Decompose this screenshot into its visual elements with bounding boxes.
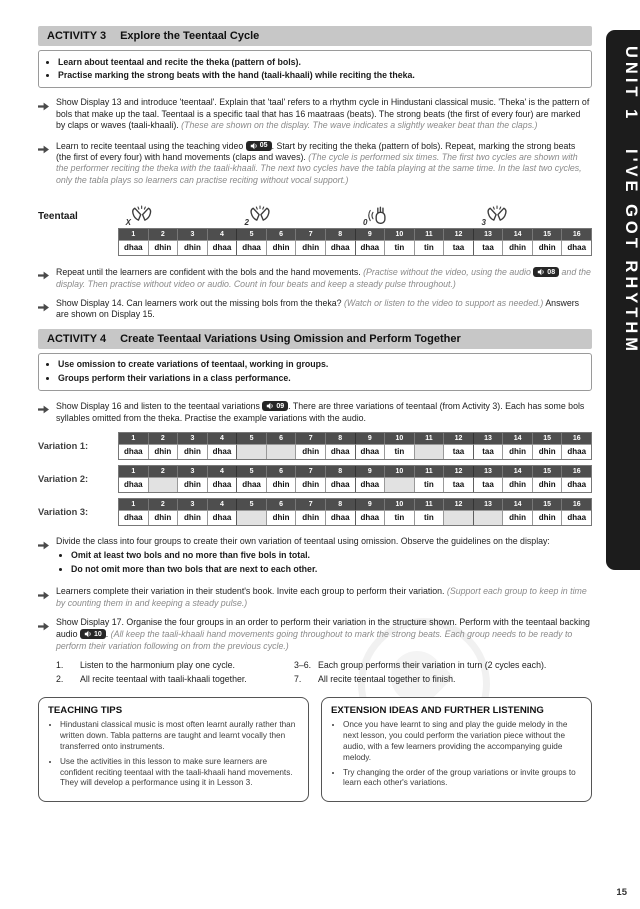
bol-cell: dhin	[295, 240, 325, 255]
text-segment: (These are shown on the display. The wave indicates a slightly weaker beat than the claps.)	[181, 120, 538, 131]
beat-number-cell: 4	[207, 466, 237, 477]
bol-cell: dhin	[266, 240, 296, 255]
beat-number-cell: 1	[119, 229, 148, 240]
beat-number-cell: 6	[266, 466, 296, 477]
audio-track-badge	[246, 141, 272, 151]
bol-cell: dhin	[532, 477, 562, 492]
extension-ideas-box	[321, 697, 592, 802]
step-show-display-17	[38, 617, 592, 652]
audio-track-badge	[262, 401, 288, 411]
text-segment: Repeat until the learners are confident with the bols and the hand movements.	[56, 267, 364, 278]
step-complete-variation	[38, 586, 592, 609]
item-text: Each group performs their variation in turn (2 cycles each).	[318, 660, 547, 671]
omitted-bol-cell	[148, 477, 178, 492]
beat-number-cell: 14	[502, 229, 532, 240]
bol-cell: dhin	[532, 240, 562, 255]
beat-number-cell: 8	[325, 229, 355, 240]
list-item: • Learn about teentaal and recite the theka (pattern of bols).	[58, 57, 583, 69]
text-segment: Show Display 14. Can learners work out the missing bols from the theka?	[56, 298, 344, 309]
beat-number-cell: 16	[561, 229, 591, 240]
bol-cell: dhaa	[207, 510, 237, 525]
bol-cell: dhin	[502, 444, 532, 459]
bol-cell: dhaa	[207, 444, 237, 459]
beat-number-cell: 10	[384, 499, 414, 510]
beat-number-cell: 15	[532, 499, 562, 510]
beat-number-cell: 7	[295, 433, 325, 444]
list-item: • Use the activities in this lesson to make sure learners are confident reciting teentaal with the taali-khaali hand movements. They will develop a performance using it in Lesson 3.	[60, 757, 299, 789]
bol-cell: taa	[473, 477, 503, 492]
text-segment: Show Display 16 and listen to the teentaal variations	[56, 401, 263, 412]
khaali-beat-9	[363, 205, 390, 227]
omitted-bol-cell	[384, 477, 414, 492]
objectives-list	[43, 57, 583, 82]
bol-cell: dhaa	[236, 240, 266, 255]
numbered-item	[56, 660, 268, 671]
omission-guidelines-list	[56, 550, 550, 576]
teaching-tips-box	[38, 697, 309, 802]
variation-2-label: Variation 2:	[38, 473, 89, 484]
beat-number-cell: 14	[502, 433, 532, 444]
unit-title: I'VE GOT RHYTHM	[622, 148, 640, 355]
bol-cell: taa	[443, 477, 473, 492]
variation-3-label: Variation 3:	[38, 506, 89, 517]
unit-label: UNIT 1	[622, 46, 640, 123]
text-segment: Answers are shown on Display 15.	[56, 298, 580, 320]
text-segment: (All keep the taali-khaali hand movements going throughout to mark the strong beats. Each group needs to be ready to perform their variation following on from the previous cycle.)	[56, 629, 573, 651]
numbered-item	[294, 660, 592, 671]
beat-number-cell: 9	[355, 433, 385, 444]
variation-2-row	[38, 465, 592, 493]
variation-1-row	[38, 432, 592, 460]
teaching-tips-list	[48, 720, 299, 789]
bol-cell: dhaa	[119, 444, 148, 459]
beat-number-cell: 6	[266, 499, 296, 510]
variation-1-table	[118, 432, 592, 460]
beat-number-cell: 13	[473, 466, 503, 477]
beat-number-cell: 7	[295, 499, 325, 510]
beat-number-cell: 15	[532, 466, 562, 477]
beat-number-cell: 13	[473, 499, 503, 510]
activity-4-header	[38, 329, 592, 349]
step-text	[56, 617, 592, 652]
numbered-item	[56, 674, 268, 685]
page-content	[38, 26, 592, 802]
text-segment: and the display. Then practise without video or audio. Count in four beats and keep a steady pulse throughout.)	[56, 267, 591, 289]
beat-number-cell: 15	[532, 433, 562, 444]
step-teaching-video	[38, 140, 592, 187]
beat-number-cell: 2	[148, 433, 178, 444]
bol-cell: dhin	[295, 444, 325, 459]
text-segment: (Support each group to keep in time by counting them in and keeping a steady pulse.)	[56, 586, 587, 608]
extension-ideas-list	[331, 720, 582, 789]
beat-number-cell: 11	[414, 466, 444, 477]
bol-cell: dhin	[502, 240, 532, 255]
beat-number-cell: 12	[443, 433, 473, 444]
speaker-icon	[84, 630, 92, 638]
variation-2-table	[118, 465, 592, 493]
beat-number-cell: 11	[414, 229, 444, 240]
beat-number-cell: 3	[177, 433, 207, 444]
step-arrow-icon	[38, 617, 50, 652]
list-item: • Try changing the order of the group variations or invite groups to learn each other's variations.	[343, 768, 582, 790]
omitted-bol-cell	[266, 444, 296, 459]
beat-number-cell: 16	[561, 466, 591, 477]
beat-number-cell: 8	[325, 466, 355, 477]
clap-icon	[248, 205, 272, 227]
taali-beat-5	[244, 205, 271, 227]
bol-cell: dhin	[266, 477, 296, 492]
audio-track-number: 10	[93, 630, 102, 638]
bol-cell: dhaa	[355, 444, 385, 459]
beat-number-cell: 1	[119, 499, 148, 510]
page-number: 15	[616, 887, 627, 898]
speaker-icon	[266, 402, 274, 410]
bol-cell: dhaa	[119, 510, 148, 525]
bol-cell: tin	[414, 510, 444, 525]
beat-number-cell: 5	[236, 433, 266, 444]
beat-number-cell: 1	[119, 466, 148, 477]
beat-number-cell: 9	[355, 466, 385, 477]
bol-cell: dhin	[177, 510, 207, 525]
step-text	[56, 400, 592, 424]
list-item: • Hindustani classical music is most often learnt aurally rather than written down. Tabla patterns are taught and learnt vocally then transferred onto instruments.	[60, 720, 299, 752]
beat-number-cell: 2	[148, 499, 178, 510]
speaker-icon	[250, 142, 258, 150]
bol-cell: dhin	[502, 510, 532, 525]
bol-cell: dhin	[148, 444, 178, 459]
bol-cell: dhaa	[119, 477, 148, 492]
bottom-boxes	[38, 697, 592, 802]
text-segment: Learners complete their variation in their student's book. Invite each group to perform their variation.	[56, 586, 447, 597]
bol-cell: tin	[384, 510, 414, 525]
teentaal-cycle-diagram	[38, 194, 592, 256]
step-divide-groups	[38, 536, 592, 578]
clap-icon	[485, 205, 509, 227]
text-segment: . Start by reciting the theka (pattern of bols). Repeat, marking the strong beats (the first of every four) with hand movements (claps and waves).	[56, 140, 576, 162]
activity-3-title: Explore the Teentaal Cycle	[120, 30, 260, 42]
beat-number-cell: 15	[532, 229, 562, 240]
list-item: • Groups perform their variations in a class performance.	[58, 373, 583, 385]
objectives-list	[43, 359, 583, 384]
bol-cell: dhin	[295, 477, 325, 492]
list-item: • Use omission to create variations of teentaal, working in groups.	[58, 359, 583, 371]
text-segment: (Watch or listen to the video to support as needed.)	[344, 298, 544, 309]
activity-3-label: ACTIVITY 3	[47, 30, 107, 42]
audio-track-number: 08	[547, 268, 556, 276]
taali-beat-1	[126, 205, 154, 227]
beat-number-cell: 6	[266, 229, 296, 240]
item-number: 3–6.	[294, 660, 312, 671]
bol-cell: dhaa	[561, 477, 591, 492]
step-text	[56, 298, 592, 321]
extension-ideas-title: EXTENSION IDEAS AND FURTHER LISTENING	[331, 705, 544, 717]
teentaal-hands-row	[38, 194, 592, 228]
text-segment: (The cycle is performed six times. The first two cycles are shown with the performer reciting the theka with the taali-khaali. The next two cycles have the tabla playing at the same time. In the last two cycles, only the tabla plays so learners can practise reciting without vocal support.)	[56, 151, 582, 185]
text-segment: Divide the class into four groups to create their own variation of teentaal using omission. Observe the guidelines on the display:	[56, 535, 550, 546]
bol-cell: dhaa	[355, 240, 385, 255]
beat-number-cell: 13	[473, 229, 503, 240]
beat-number-cell: 11	[414, 499, 444, 510]
variation-1-label: Variation 1:	[38, 440, 89, 451]
beat-number-cell: 7	[295, 229, 325, 240]
item-number: 7.	[294, 674, 302, 685]
text-segment: (Practise without the video, using the audio	[363, 267, 534, 278]
activity-4-title: Create Teentaal Variations Using Omission and Perform Together	[120, 332, 461, 345]
beat-number-cell: 4	[207, 229, 237, 240]
beat-number-cell: 12	[443, 229, 473, 240]
beat-number-cell: 5	[236, 499, 266, 510]
teentaal-theka-table	[118, 228, 592, 256]
beat-number-cell: 3	[177, 229, 207, 240]
step-arrow-icon	[38, 266, 50, 290]
bol-cell: taa	[473, 444, 503, 459]
performance-order-right	[294, 660, 592, 685]
list-item: • Once you have learnt to sing and play the guide melody in the next lesson, you could perform the variation piece without the audio, with a few learners providing the accompanying guide melody.	[343, 720, 582, 763]
speaker-icon	[537, 268, 545, 276]
bol-cell: dhaa	[325, 477, 355, 492]
bol-cell: dhaa	[325, 510, 355, 525]
beat-number-cell: 9	[355, 229, 385, 240]
bol-cell: dhaa	[325, 240, 355, 255]
performance-order-left	[56, 660, 268, 685]
item-number: 1.	[56, 660, 64, 671]
bol-cell: taa	[443, 240, 473, 255]
step-body	[56, 536, 550, 578]
bol-cell: dhaa	[325, 444, 355, 459]
beat-number-cell: 1	[119, 433, 148, 444]
list-item: • Omit at least two bols and no more than five bols in total.	[71, 550, 550, 562]
step-text	[56, 266, 592, 290]
bol-cell: tin	[384, 240, 414, 255]
bol-cell: dhin	[148, 240, 178, 255]
text-segment: Show Display 17. Organise the four groups in an order to perform their variation in the structure shown. Perform with the teentaal backing audio	[56, 617, 590, 640]
activity-4-objectives-box	[38, 353, 592, 391]
beat-number-cell: 12	[443, 466, 473, 477]
activity-3-objectives-box	[38, 50, 592, 88]
bol-cell: dhaa	[355, 477, 385, 492]
bol-cell: dhin	[502, 477, 532, 492]
beat-number-cell: 16	[561, 499, 591, 510]
omitted-bol-cell	[473, 510, 503, 525]
activity-3-section	[38, 26, 592, 321]
teentaal-table-row	[38, 228, 592, 256]
step-show-display-13	[38, 97, 592, 131]
bol-cell: dhin	[295, 510, 325, 525]
omitted-bol-cell	[236, 510, 266, 525]
audio-track-number: 09	[276, 402, 285, 410]
omitted-bol-cell	[443, 510, 473, 525]
step-arrow-icon	[38, 298, 50, 321]
step-text	[56, 536, 550, 547]
step-arrow-icon	[38, 586, 50, 609]
wave-icon	[366, 205, 390, 227]
step-repeat-practice	[38, 266, 592, 290]
bol-cell: dhaa	[236, 477, 266, 492]
beat-number-cell: 5	[236, 466, 266, 477]
numbered-item	[294, 674, 592, 685]
activity-4-label: ACTIVITY 4	[47, 332, 107, 345]
step-arrow-icon	[38, 400, 50, 424]
beat-marker-label: 0	[362, 218, 368, 228]
audio-track-badge	[80, 629, 106, 639]
performance-order	[56, 660, 592, 685]
beat-marker-label: X	[125, 218, 131, 228]
bol-cell: dhin	[177, 444, 207, 459]
item-text: All recite teentaal with taali-khaali together.	[80, 674, 247, 685]
beat-number-cell: 2	[148, 229, 178, 240]
step-arrow-icon	[38, 97, 50, 131]
step-text	[56, 97, 592, 131]
omitted-bol-cell	[236, 444, 266, 459]
beat-number-cell: 16	[561, 433, 591, 444]
item-text: All recite teentaal together to finish.	[318, 674, 456, 685]
beat-number-cell: 13	[473, 433, 503, 444]
bol-cell: dhin	[266, 510, 296, 525]
beat-number-cell: 14	[502, 466, 532, 477]
audio-track-badge	[533, 267, 559, 277]
variation-3-row	[38, 498, 592, 526]
bol-cell: dhaa	[119, 240, 148, 255]
beat-number-cell: 4	[207, 499, 237, 510]
step-arrow-icon	[38, 536, 50, 578]
beat-marker-label: 3	[481, 218, 486, 228]
hand-gestures-strip	[118, 194, 592, 228]
beat-number-cell: 14	[502, 499, 532, 510]
step-text	[56, 140, 592, 187]
bol-cell: dhaa	[355, 510, 385, 525]
bol-cell: dhin	[532, 510, 562, 525]
beat-number-cell: 9	[355, 499, 385, 510]
beat-number-cell: 11	[414, 433, 444, 444]
text-segment: .	[105, 629, 111, 640]
beat-number-cell: 12	[443, 499, 473, 510]
bol-cell: dhaa	[207, 477, 237, 492]
activity-3-header	[38, 26, 592, 46]
item-number: 2.	[56, 674, 64, 685]
beat-number-cell: 8	[325, 433, 355, 444]
list-item: • Practise marking the strong beats with the hand (taali-khaali) while reciting the theka.	[58, 70, 583, 82]
beat-number-cell: 2	[148, 466, 178, 477]
beat-number-cell: 10	[384, 466, 414, 477]
bol-cell: dhaa	[561, 510, 591, 525]
table-spacer	[38, 228, 118, 256]
bol-cell: tin	[414, 240, 444, 255]
audio-track-number: 05	[259, 142, 268, 150]
teaching-tips-title: TEACHING TIPS	[48, 705, 123, 717]
list-item: • Do not omit more than two bols that are next to each other.	[71, 564, 550, 576]
beat-number-cell: 3	[177, 499, 207, 510]
bol-cell: dhin	[148, 510, 178, 525]
beat-number-cell: 8	[325, 499, 355, 510]
beat-number-cell: 10	[384, 229, 414, 240]
beat-number-cell: 4	[207, 433, 237, 444]
beat-number-cell: 6	[266, 433, 296, 444]
beat-number-cell: 5	[236, 229, 266, 240]
activity-4-section	[38, 329, 592, 685]
item-text: Listen to the harmonium play one cycle.	[80, 660, 236, 671]
beat-number-cell: 7	[295, 466, 325, 477]
bol-cell: dhaa	[561, 240, 591, 255]
step-arrow-icon	[38, 140, 50, 187]
text-segment: . There are three variations of teentaal (from Activity 3). Each has some bols syllables omitted from the theka. Practise the example variations with the audio.	[56, 401, 585, 423]
unit-sidebar-tab	[606, 30, 640, 570]
teentaal-label: Teentaal	[38, 211, 78, 223]
bol-cell: dhin	[177, 240, 207, 255]
clap-icon	[130, 205, 154, 227]
step-text	[56, 586, 592, 609]
text-segment: Show Display 13 and introduce 'teentaal'. Explain that 'taal' refers to a rhythm cycle in Hindustani classical music. 'Theka' is the pattern of bols that make up the taal. Teentaal is a specific taal that has 16 maatraas (beats). The strong beats (the first of every four) are marked by claps or waves (taali-khaali).	[56, 97, 590, 131]
bol-cell: taa	[473, 240, 503, 255]
bol-cell: dhin	[532, 444, 562, 459]
beat-number-cell: 3	[177, 466, 207, 477]
omitted-bol-cell	[414, 444, 444, 459]
bol-cell: tin	[414, 477, 444, 492]
taali-beat-13	[481, 205, 508, 227]
beat-number-cell: 10	[384, 433, 414, 444]
bol-cell: dhaa	[561, 444, 591, 459]
step-show-display-16	[38, 400, 592, 424]
bol-cell: dhin	[177, 477, 207, 492]
text-segment: Learn to recite teentaal using the teaching video	[56, 140, 246, 151]
variation-3-table	[118, 498, 592, 526]
bol-cell: dhaa	[207, 240, 237, 255]
step-show-display-14	[38, 298, 592, 321]
bol-cell: taa	[443, 444, 473, 459]
beat-marker-label: 2	[244, 218, 249, 228]
bol-cell: tin	[384, 444, 414, 459]
